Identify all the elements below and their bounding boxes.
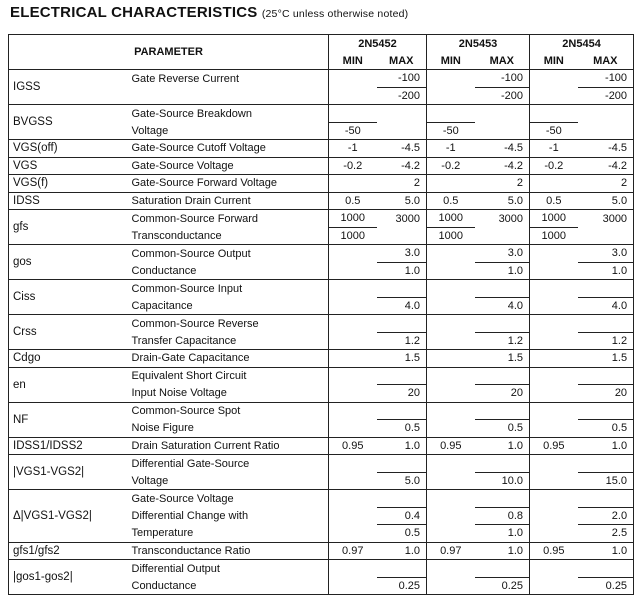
max-value (578, 280, 634, 298)
header-min: MIN (530, 52, 578, 70)
table-row (9, 542, 634, 560)
max-value: 0.8 (475, 507, 530, 525)
max-value: 0.5 (377, 525, 427, 543)
table-row (9, 210, 634, 228)
max-value: 0.4 (377, 507, 427, 525)
min-value (329, 420, 377, 438)
header-device-1: 2N5452 (329, 35, 427, 53)
parameter-description: Equivalent Short Circuit (129, 367, 329, 385)
min-value (530, 280, 578, 298)
min-value (530, 560, 578, 578)
parameter-description: Gate-Source Cutoff Voltage (129, 140, 329, 158)
min-value (329, 367, 377, 385)
max-value: 4.0 (475, 297, 530, 315)
min-value: 1000 (427, 227, 475, 245)
parameter-description: Drain-Gate Capacitance (129, 350, 329, 368)
parameter-symbol: IGSS (9, 70, 129, 105)
min-value (530, 105, 578, 123)
min-value (530, 332, 578, 350)
min-value (329, 472, 377, 490)
max-value: 1.0 (475, 542, 530, 560)
min-value (329, 385, 377, 403)
header-max: MAX (475, 52, 530, 70)
table-row (9, 402, 634, 420)
parameter-symbol: IDSS (9, 192, 129, 210)
max-value (578, 402, 634, 420)
max-value: 20 (377, 385, 427, 403)
parameter-description: Common-Source Spot (129, 402, 329, 420)
max-value: 1.0 (578, 542, 634, 560)
table-row (9, 280, 634, 298)
parameter-description: Common-Source Input (129, 280, 329, 298)
min-value (329, 455, 377, 473)
max-value (578, 367, 634, 385)
max-value: 3.0 (377, 245, 427, 263)
min-value (530, 472, 578, 490)
min-value (427, 350, 475, 368)
max-value (377, 105, 427, 123)
min-value (530, 245, 578, 263)
max-value: 1.2 (475, 332, 530, 350)
min-value: -0.2 (329, 157, 377, 175)
max-value: 1.0 (377, 262, 427, 280)
max-value: 3000 (475, 210, 530, 228)
max-value (475, 280, 530, 298)
max-value: -4.2 (377, 157, 427, 175)
min-value (530, 420, 578, 438)
max-value: 5.0 (475, 192, 530, 210)
min-value (329, 105, 377, 123)
min-value (427, 455, 475, 473)
min-value (427, 87, 475, 105)
header-parameter: PARAMETER (9, 35, 329, 70)
parameter-description: Gate-Source Breakdown (129, 105, 329, 123)
max-value: -200 (578, 87, 634, 105)
parameter-symbol: NF (9, 402, 129, 437)
parameter-description: Voltage (131, 124, 169, 137)
table-row (9, 157, 634, 175)
table-row (9, 490, 634, 508)
table-row (9, 437, 634, 455)
min-value: 0.95 (530, 437, 578, 455)
title-condition: (25°C unless otherwise noted) (261, 8, 409, 20)
parameter-description: Common-Source Forward (129, 210, 329, 228)
min-value (427, 332, 475, 350)
max-value: -100 (475, 70, 530, 88)
min-value (427, 525, 475, 543)
header-device-2: 2N5453 (427, 35, 530, 53)
max-value: 2 (578, 175, 634, 193)
max-value: -4.5 (475, 140, 530, 158)
max-value (475, 367, 530, 385)
min-value (530, 367, 578, 385)
header-min: MIN (329, 52, 377, 70)
table-row (9, 192, 634, 210)
max-value: 2 (475, 175, 530, 193)
parameter-description: Gate-Source Voltage (129, 157, 329, 175)
min-value (427, 262, 475, 280)
min-value (427, 402, 475, 420)
min-value: 0.5 (530, 192, 578, 210)
min-value (329, 315, 377, 333)
table-body (9, 70, 634, 595)
parameter-description: Saturation Drain Current (129, 192, 329, 210)
min-value: -50 (530, 122, 578, 140)
max-value: 1.0 (475, 525, 530, 543)
parameter-description: Differential Output (129, 560, 329, 578)
min-value (530, 87, 578, 105)
max-value (475, 105, 530, 123)
max-value (475, 122, 530, 140)
min-value (329, 560, 377, 578)
parameter-symbol: gfs (9, 210, 129, 245)
min-value (427, 175, 475, 193)
min-value (427, 560, 475, 578)
min-value: 1000 (530, 210, 578, 228)
min-value (530, 350, 578, 368)
header-max: MAX (377, 52, 427, 70)
parameter-description (129, 87, 329, 105)
max-value (377, 490, 427, 508)
max-value: 0.5 (578, 420, 634, 438)
min-value (530, 490, 578, 508)
parameter-symbol: Δ|VGS1-VGS2| (9, 490, 129, 543)
max-value (377, 122, 427, 140)
table-row (9, 367, 634, 385)
min-value: -1 (427, 140, 475, 158)
parameter-symbol: BVGSS (9, 105, 129, 140)
min-value (427, 385, 475, 403)
table-row (9, 245, 634, 263)
min-value: -1 (530, 140, 578, 158)
parameter-description: Common-Source Reverse (129, 315, 329, 333)
max-value: 15.0 (578, 472, 634, 490)
header-max: MAX (578, 52, 634, 70)
max-value (578, 122, 634, 140)
parameter-description: Voltage (131, 474, 169, 487)
min-value (329, 245, 377, 263)
min-value: 1000 (329, 227, 377, 245)
max-value: -4.5 (578, 140, 634, 158)
max-value: 1.0 (377, 542, 427, 560)
min-value: 1000 (427, 210, 475, 228)
min-value (329, 525, 377, 543)
parameter-symbol: Ciss (9, 280, 129, 315)
max-value (578, 315, 634, 333)
max-value (377, 227, 427, 245)
max-value: 0.25 (578, 577, 634, 595)
parameter-description: Conductance (131, 579, 197, 592)
min-value (530, 70, 578, 88)
table-row (9, 350, 634, 368)
min-value (329, 490, 377, 508)
max-value: 20 (475, 385, 530, 403)
min-value (329, 402, 377, 420)
max-value: -200 (475, 87, 530, 105)
min-value: 0.97 (329, 542, 377, 560)
min-value (530, 385, 578, 403)
parameter-description: Temperature (131, 527, 194, 539)
min-value (530, 507, 578, 525)
min-value: -0.2 (530, 157, 578, 175)
parameter-description: Input Noise Voltage (131, 387, 227, 399)
min-value (530, 297, 578, 315)
min-value: 0.97 (427, 542, 475, 560)
table-row (9, 175, 634, 193)
min-value (329, 175, 377, 193)
parameter-description: Drain Saturation Current Ratio (129, 437, 329, 455)
min-value (427, 420, 475, 438)
min-value (427, 70, 475, 88)
min-value (530, 402, 578, 420)
max-value: 1.5 (578, 350, 634, 368)
table-row (9, 455, 634, 473)
header-device-3: 2N5454 (530, 35, 634, 53)
parameter-description: Differential Change with (131, 509, 249, 522)
max-value: 0.5 (377, 420, 427, 438)
min-value (329, 262, 377, 280)
max-value (377, 315, 427, 333)
max-value: 3000 (578, 210, 634, 228)
max-value: 5.0 (377, 472, 427, 490)
min-value: 0.5 (427, 192, 475, 210)
parameter-description: Gate Reverse Current (129, 70, 329, 88)
min-value: -0.2 (427, 157, 475, 175)
max-value (578, 227, 634, 245)
max-value (475, 455, 530, 473)
max-value: 5.0 (377, 192, 427, 210)
min-value (530, 525, 578, 543)
max-value: 3.0 (475, 245, 530, 263)
parameter-symbol: Crss (9, 315, 129, 350)
parameter-symbol: VGS(off) (9, 140, 129, 158)
max-value: 1.0 (475, 437, 530, 455)
max-value (578, 105, 634, 123)
min-value (530, 175, 578, 193)
table-row (9, 140, 634, 158)
min-value (329, 332, 377, 350)
characteristics-table (8, 34, 634, 595)
max-value: 1.0 (578, 437, 634, 455)
parameter-description: Transconductance (131, 229, 222, 242)
min-value: 1000 (530, 227, 578, 245)
parameter-symbol: |gos1-gos2| (9, 560, 129, 595)
max-value: 2 (377, 175, 427, 193)
min-value (427, 280, 475, 298)
table-row (9, 105, 634, 123)
max-value: 10.0 (475, 472, 530, 490)
parameter-symbol: IDSS1/IDSS2 (9, 437, 129, 455)
max-value: -4.5 (377, 140, 427, 158)
min-value (427, 577, 475, 595)
min-value (329, 507, 377, 525)
max-value: 1.5 (475, 350, 530, 368)
min-value (530, 577, 578, 595)
parameter-description: Differential Gate-Source (129, 455, 329, 473)
min-value: -50 (329, 122, 377, 140)
min-value: 0.5 (329, 192, 377, 210)
min-value (329, 350, 377, 368)
max-value: 3.0 (578, 245, 634, 263)
max-value (377, 402, 427, 420)
header-min: MIN (427, 52, 475, 70)
max-value: -100 (578, 70, 634, 88)
max-value: 0.25 (377, 577, 427, 595)
min-value (427, 507, 475, 525)
min-value: -1 (329, 140, 377, 158)
max-value: 1.0 (578, 262, 634, 280)
parameter-description: Noise Figure (131, 422, 194, 434)
min-value: 0.95 (427, 437, 475, 455)
min-value: -50 (427, 122, 475, 140)
min-value (427, 367, 475, 385)
min-value (427, 105, 475, 123)
max-value: 0.25 (475, 577, 530, 595)
max-value: 20 (578, 385, 634, 403)
max-value (475, 315, 530, 333)
min-value (427, 315, 475, 333)
max-value: 1.0 (377, 437, 427, 455)
max-value: 1.0 (475, 262, 530, 280)
parameter-symbol: gos (9, 245, 129, 280)
max-value: 4.0 (578, 297, 634, 315)
min-value (329, 87, 377, 105)
min-value: 0.95 (329, 437, 377, 455)
max-value: -200 (377, 87, 427, 105)
parameter-symbol: VGS (9, 157, 129, 175)
min-value (427, 490, 475, 508)
max-value: 1.2 (578, 332, 634, 350)
max-value: 4.0 (377, 297, 427, 315)
min-value (530, 455, 578, 473)
min-value (427, 297, 475, 315)
min-value (329, 297, 377, 315)
parameter-symbol: en (9, 367, 129, 402)
min-value: 1000 (329, 210, 377, 228)
max-value (578, 490, 634, 508)
max-value (475, 402, 530, 420)
max-value (475, 490, 530, 508)
parameter-description: Gate-Source Forward Voltage (129, 175, 329, 193)
max-value: 1.5 (377, 350, 427, 368)
max-value: 5.0 (578, 192, 634, 210)
min-value (329, 280, 377, 298)
max-value: -4.2 (475, 157, 530, 175)
min-value: 0.95 (530, 542, 578, 560)
table-row (9, 70, 634, 88)
min-value (427, 472, 475, 490)
min-value (530, 315, 578, 333)
max-value: 0.5 (475, 420, 530, 438)
parameter-description: Gate-Source Voltage (129, 490, 329, 508)
max-value (578, 560, 634, 578)
max-value (578, 455, 634, 473)
min-value (427, 245, 475, 263)
parameter-description: Conductance (131, 264, 197, 277)
parameter-description: Common-Source Output (129, 245, 329, 263)
title-text: ELECTRICAL CHARACTERISTICS (10, 4, 258, 21)
parameter-description: Transfer Capacitance (131, 334, 237, 347)
parameter-symbol: |VGS1-VGS2| (9, 455, 129, 490)
min-value (329, 70, 377, 88)
max-value (377, 280, 427, 298)
max-value: 1.2 (377, 332, 427, 350)
table-row (9, 315, 634, 333)
parameter-symbol: Cdgo (9, 350, 129, 368)
max-value: 3000 (377, 210, 427, 228)
min-value (530, 262, 578, 280)
max-value: -4.2 (578, 157, 634, 175)
max-value: -100 (377, 70, 427, 88)
parameter-symbol: VGS(f) (9, 175, 129, 193)
table-row (9, 560, 634, 578)
max-value (377, 560, 427, 578)
max-value (377, 455, 427, 473)
max-value: 2.0 (578, 507, 634, 525)
parameter-description: Transconductance Ratio (129, 542, 329, 560)
page-title (10, 4, 408, 21)
max-value: 2.5 (578, 525, 634, 543)
min-value (329, 577, 377, 595)
max-value (475, 227, 530, 245)
parameter-symbol: gfs1/gfs2 (9, 542, 129, 560)
parameter-description: Capacitance (131, 299, 193, 312)
max-value (377, 367, 427, 385)
max-value (475, 560, 530, 578)
